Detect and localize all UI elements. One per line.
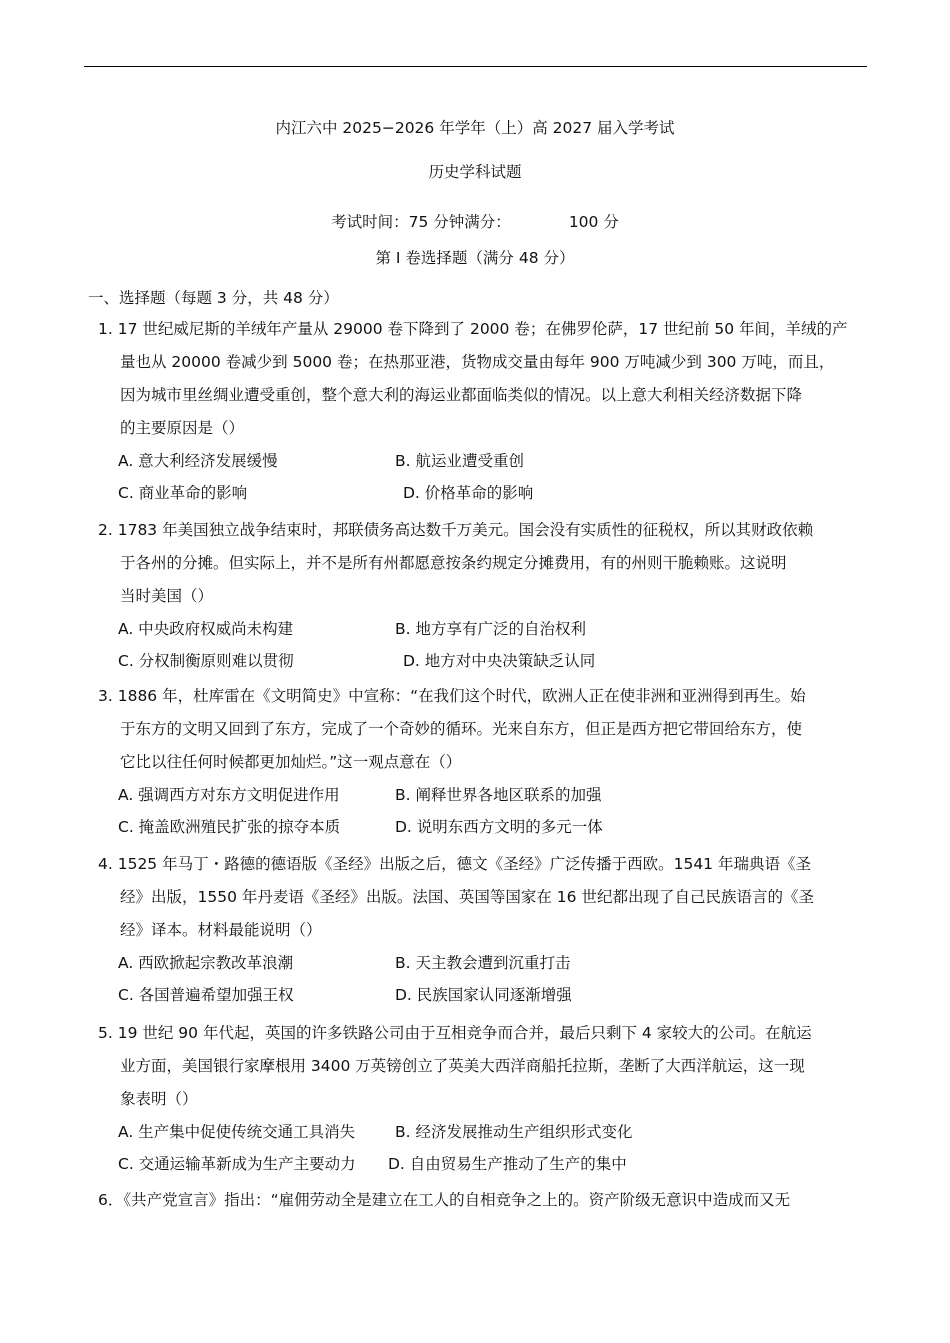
question-line: 业方面，美国银行家摩根用 3400 万英镑创立了英美大西洋商船托拉斯，垄断了大西洋航运，这一现 (120, 1057, 805, 1075)
question-4 (98, 848, 868, 1011)
question-line: 5. 19 世纪 90 年代起，英国的许多铁路公司由于互相竞争而合并，最后只剩下 4 家较大的公司。在航运 (98, 1024, 812, 1042)
option-d: D. 说明东西方文明的多元一体 (395, 818, 603, 836)
options-row (98, 1148, 868, 1180)
option-b: B. 阐释世界各地区联系的加强 (395, 786, 602, 804)
option-c: C. 分权制衡原则难以贯彻 (118, 652, 294, 670)
option-a: A. 强调西方对东方文明促进作用 (118, 786, 340, 804)
option-c: C. 各国普遍希望加强王权 (118, 986, 294, 1004)
question-line: 经》出版，1550 年丹麦语《圣经》出版。法国、英国等国家在 16 世纪都出现了自己民族语言的《圣 (120, 888, 814, 906)
question-2 (98, 514, 868, 677)
options-row (98, 947, 868, 979)
header-rule (84, 66, 867, 67)
question-line: 量也从 20000 卷减少到 5000 卷；在热那亚港，货物成交量由每年 900 万吨减少到 300 万吨，而且， (120, 353, 835, 371)
exam-title: 内江六中 2025−2026 年学年（上）高 2027 届入学考试 (275, 119, 675, 137)
question-6 (98, 1184, 868, 1217)
question-line: 因为城市里丝绸业遭受重创，整个意大利的海运业都面临类似的情况。以上意大利相关经济数据下降 (120, 386, 803, 404)
question-line: 1. 17 世纪威尼斯的羊绒年产量从 29000 卷下降到了 2000 卷；在佛罗伦萨，17 世纪前 50 年间，羊绒的产 (98, 320, 848, 338)
option-c: C. 商业革命的影响 (118, 484, 248, 502)
options-row (98, 811, 868, 843)
option-b: B. 天主教会遭到沉重打击 (395, 954, 571, 972)
question-line: 当时美国（） (120, 587, 214, 605)
option-d: D. 民族国家认同逐渐增强 (395, 986, 572, 1004)
question-line: 2. 1783 年美国独立战争结束时，邦联债务高达数千万美元。国会没有实质性的征税权，所以其财政依赖 (98, 521, 814, 539)
option-c: C. 交通运输革新成为生产主要动力 (118, 1155, 356, 1173)
question-line: 6．《共产党宣言》指出：“雇佣劳动全是建立在工人的自相竞争之上的。资产阶级无意识中造成而又无 (98, 1191, 791, 1209)
option-d: D. 地方对中央决策缺乏认同 (403, 652, 596, 670)
options-row (98, 1116, 868, 1148)
question-1 (98, 313, 868, 509)
options-row (98, 979, 868, 1011)
option-a: A. 中央政府权威尚未构建 (118, 620, 294, 638)
option-a: A. 西欧掀起宗教改革浪潮 (118, 954, 294, 972)
option-c: C. 掩盖欧洲殖民扩张的掠夺本质 (118, 818, 341, 836)
section-heading: 一、选择题（每题 3 分，共 48 分） (88, 289, 339, 307)
exam-time: 考试时间：75 分钟满分： (331, 213, 511, 231)
options-row (98, 477, 868, 509)
option-b: B. 经济发展推动生产组织形式变化 (395, 1123, 633, 1141)
options-row (98, 645, 868, 677)
option-d: D. 价格革命的影响 (403, 484, 534, 502)
option-d: D. 自由贸易生产推动了生产的集中 (388, 1155, 627, 1173)
option-a: A. 意大利经济发展缓慢 (118, 452, 278, 470)
options-row (98, 613, 868, 645)
question-line: 它比以往任何时候都更加灿烂。”这一观点意在（） (120, 753, 462, 771)
exam-info (0, 210, 950, 232)
question-line: 于东方的文明又回到了东方，完成了一个奇妙的循环。光来自东方，但正是西方把它带回给东方，使 (120, 720, 803, 738)
question-5 (98, 1017, 868, 1180)
question-line: 于各州的分摊。但实际上，并不是所有州都愿意按条约规定分摊费用，有的州则干脆赖账。这说明 (120, 554, 787, 572)
question-line: 4. 1525 年马丁・路德的德语版《圣经》出版之后，德文《圣经》广泛传播于西欧。1541 年瑞典语《圣 (98, 855, 811, 873)
part-heading: 第 I 卷选择题（满分 48 分） (375, 249, 575, 267)
full-score: 100 分 (568, 213, 619, 231)
options-row (98, 445, 868, 477)
option-a: A. 生产集中促使传统交通工具消失 (118, 1123, 356, 1141)
options-row (98, 779, 868, 811)
question-line: 的主要原因是（） (120, 419, 245, 437)
question-line: 3. 1886 年，杜库雷在《文明简史》中宣称：“在我们这个时代，欧洲人正在使非洲和亚洲得到再生。始 (98, 687, 806, 705)
option-b: B. 航运业遭受重创 (395, 452, 524, 470)
subject-title: 历史学科试题 (428, 163, 522, 181)
option-b: B. 地方享有广泛的自治权利 (395, 620, 586, 638)
question-3 (98, 680, 868, 843)
question-line: 象表明（） (120, 1090, 198, 1108)
question-line: 经》译本。材料最能说明（） (120, 921, 322, 939)
